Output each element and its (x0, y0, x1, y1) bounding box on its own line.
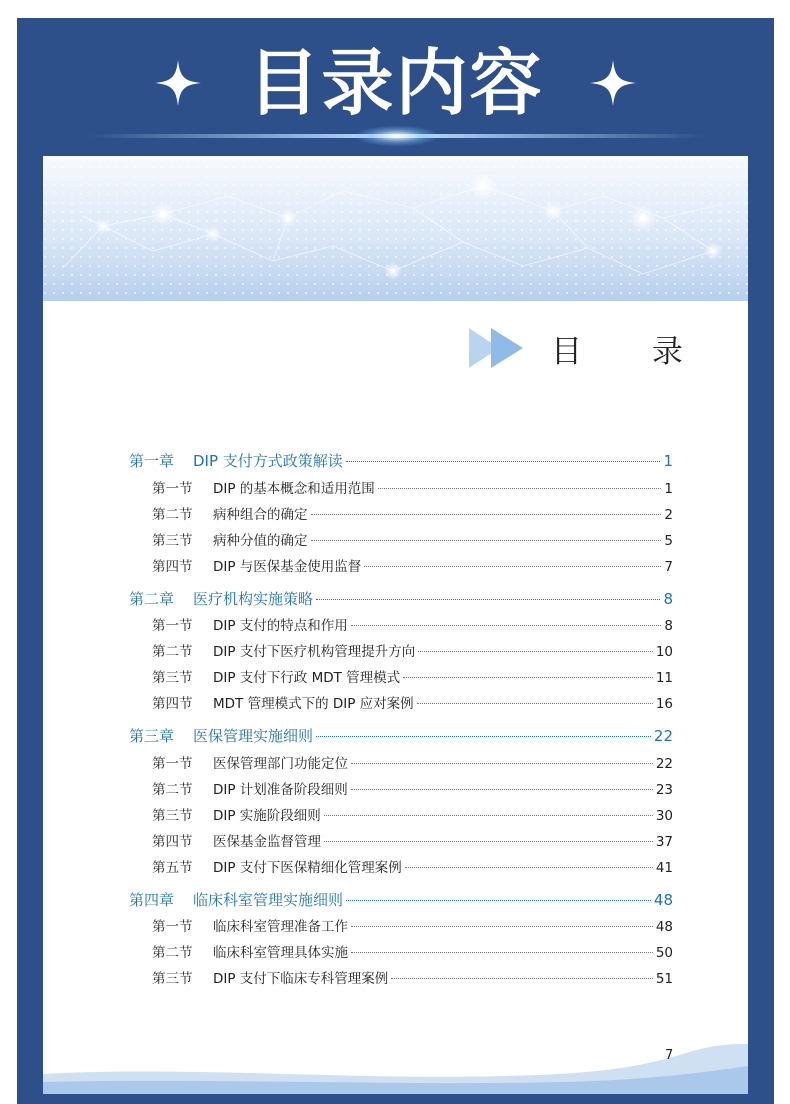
section-title: 临床科室管理具体实施 (213, 945, 348, 961)
section-number: 第三节 (152, 971, 193, 987)
double-chevron-right-icon (467, 324, 541, 372)
dot-leader (405, 867, 653, 868)
dot-leader (364, 566, 661, 567)
section-page-number: 16 (655, 696, 673, 712)
dot-leader (351, 952, 653, 953)
section-number: 第一节 (152, 480, 193, 497)
dot-leader (351, 789, 653, 790)
dot-leader (351, 763, 653, 764)
section-title: DIP 支付下医疗机构管理提升方向 (213, 644, 416, 660)
chapter-title: 医保管理实施细则 (193, 727, 314, 745)
chapter-number: 第一章 (129, 452, 175, 470)
dot-leader (316, 599, 660, 600)
chapter-page-number: 8 (663, 589, 673, 608)
toc-section-row[interactable] (129, 856, 673, 882)
dot-leader (311, 540, 662, 541)
section-number: 第四节 (152, 696, 193, 712)
section-page-number: 30 (655, 807, 673, 824)
section-page-number: 51 (655, 971, 673, 987)
toc-section-row[interactable] (129, 692, 673, 718)
section-number: 第一节 (152, 755, 193, 772)
section-number: 第三节 (152, 807, 193, 824)
section-title: DIP 支付下医保精细化管理案例 (213, 859, 402, 876)
dot-leader (316, 736, 651, 737)
section-title: 医保基金监督管理 (213, 833, 321, 850)
page-number: 7 (665, 1048, 674, 1063)
header-title: 目录内容 (247, 41, 544, 125)
toc-chapter-row[interactable] (129, 450, 673, 477)
dot-leader (324, 841, 653, 842)
chapter-title: DIP 支付方式政策解读 (193, 452, 343, 470)
dot-leader (378, 488, 662, 489)
section-page-number: 7 (664, 558, 673, 575)
dot-leader (351, 625, 662, 626)
book-page (43, 156, 748, 1094)
table-of-contents (129, 450, 673, 993)
toc-section-row[interactable] (129, 614, 673, 640)
section-title: 临床科室管理准备工作 (213, 919, 348, 935)
toc-section-row[interactable] (129, 666, 673, 692)
section-number: 第二节 (152, 781, 193, 798)
chapter-number: 第二章 (129, 589, 175, 608)
section-page-number: 22 (655, 755, 673, 772)
section-title: DIP 支付下行政 MDT 管理模式 (213, 670, 401, 686)
left-sparkle-icon (155, 60, 201, 106)
toc-section-row[interactable] (129, 503, 673, 529)
chapter-page-number: 22 (653, 727, 673, 745)
chapter-title: 医疗机构实施策略 (193, 589, 314, 608)
section-number: 第三节 (152, 670, 193, 686)
section-title: MDT 管理模式下的 DIP 应对案例 (213, 696, 414, 712)
toc-heading-text: 目 录 (551, 333, 713, 370)
section-number: 第四节 (152, 833, 193, 850)
section-title: DIP 计划准备阶段细则 (213, 781, 348, 798)
toc-chapter-row[interactable] (129, 725, 673, 752)
section-page-number: 2 (664, 506, 673, 523)
section-title: DIP 的基本概念和适用范围 (213, 480, 375, 497)
section-page-number: 8 (664, 618, 673, 634)
toc-section-row[interactable] (129, 804, 673, 830)
chapter-number: 第三章 (129, 727, 175, 745)
section-page-number: 37 (655, 833, 673, 850)
toc-section-row[interactable] (129, 915, 673, 941)
dot-leader (418, 651, 653, 652)
toc-section-row[interactable] (129, 778, 673, 804)
section-title: 病种分值的确定 (213, 532, 308, 549)
section-title: DIP 与医保基金使用监督 (213, 558, 362, 575)
chapter-page-number: 1 (663, 452, 673, 470)
network-banner-image (43, 156, 748, 301)
section-number: 第四节 (152, 558, 193, 575)
header-glow-spot (357, 126, 437, 146)
toc-section-row[interactable] (129, 830, 673, 856)
chapter-title: 临床科室管理实施细则 (193, 890, 344, 909)
section-title: DIP 实施阶段细则 (213, 807, 321, 824)
section-page-number: 48 (655, 919, 673, 935)
section-page-number: 23 (655, 781, 673, 798)
dot-leader (324, 815, 653, 816)
toc-section-row[interactable] (129, 640, 673, 666)
section-number: 第二节 (152, 945, 193, 961)
chapter-page-number: 48 (653, 890, 673, 909)
bottom-wave-decoration (43, 1036, 748, 1094)
section-title: 病种组合的确定 (213, 506, 308, 523)
section-number: 第三节 (152, 532, 193, 549)
toc-heading (467, 324, 713, 372)
dot-leader (391, 978, 653, 979)
section-page-number: 11 (655, 670, 673, 686)
section-number: 第五节 (152, 859, 193, 876)
section-number: 第二节 (152, 644, 193, 660)
dot-leader (346, 900, 651, 901)
right-sparkle-icon (590, 60, 636, 106)
toc-section-row[interactable] (129, 477, 673, 503)
section-number: 第一节 (152, 618, 193, 634)
toc-section-row[interactable] (129, 555, 673, 581)
section-page-number: 5 (664, 532, 673, 549)
section-page-number: 1 (664, 480, 673, 497)
section-title: 医保管理部门功能定位 (213, 755, 348, 772)
section-title: DIP 支付的特点和作用 (213, 618, 348, 634)
toc-section-row[interactable] (129, 941, 673, 967)
toc-section-row[interactable] (129, 752, 673, 778)
section-page-number: 50 (655, 945, 673, 961)
toc-chapter-row[interactable] (129, 889, 673, 916)
dot-leader (346, 461, 661, 462)
dot-leader (417, 703, 653, 704)
toc-chapter-row[interactable] (129, 588, 673, 615)
section-title: DIP 支付下临床专科管理案例 (213, 971, 389, 987)
dot-leader (403, 677, 653, 678)
section-page-number: 41 (655, 859, 673, 876)
section-number: 第二节 (152, 506, 193, 523)
toc-section-row[interactable] (129, 967, 673, 993)
section-number: 第一节 (152, 919, 193, 935)
section-page-number: 10 (655, 644, 673, 660)
chapter-number: 第四章 (129, 890, 175, 909)
dot-leader (311, 514, 662, 515)
dot-leader (351, 926, 653, 927)
toc-section-row[interactable] (129, 529, 673, 555)
